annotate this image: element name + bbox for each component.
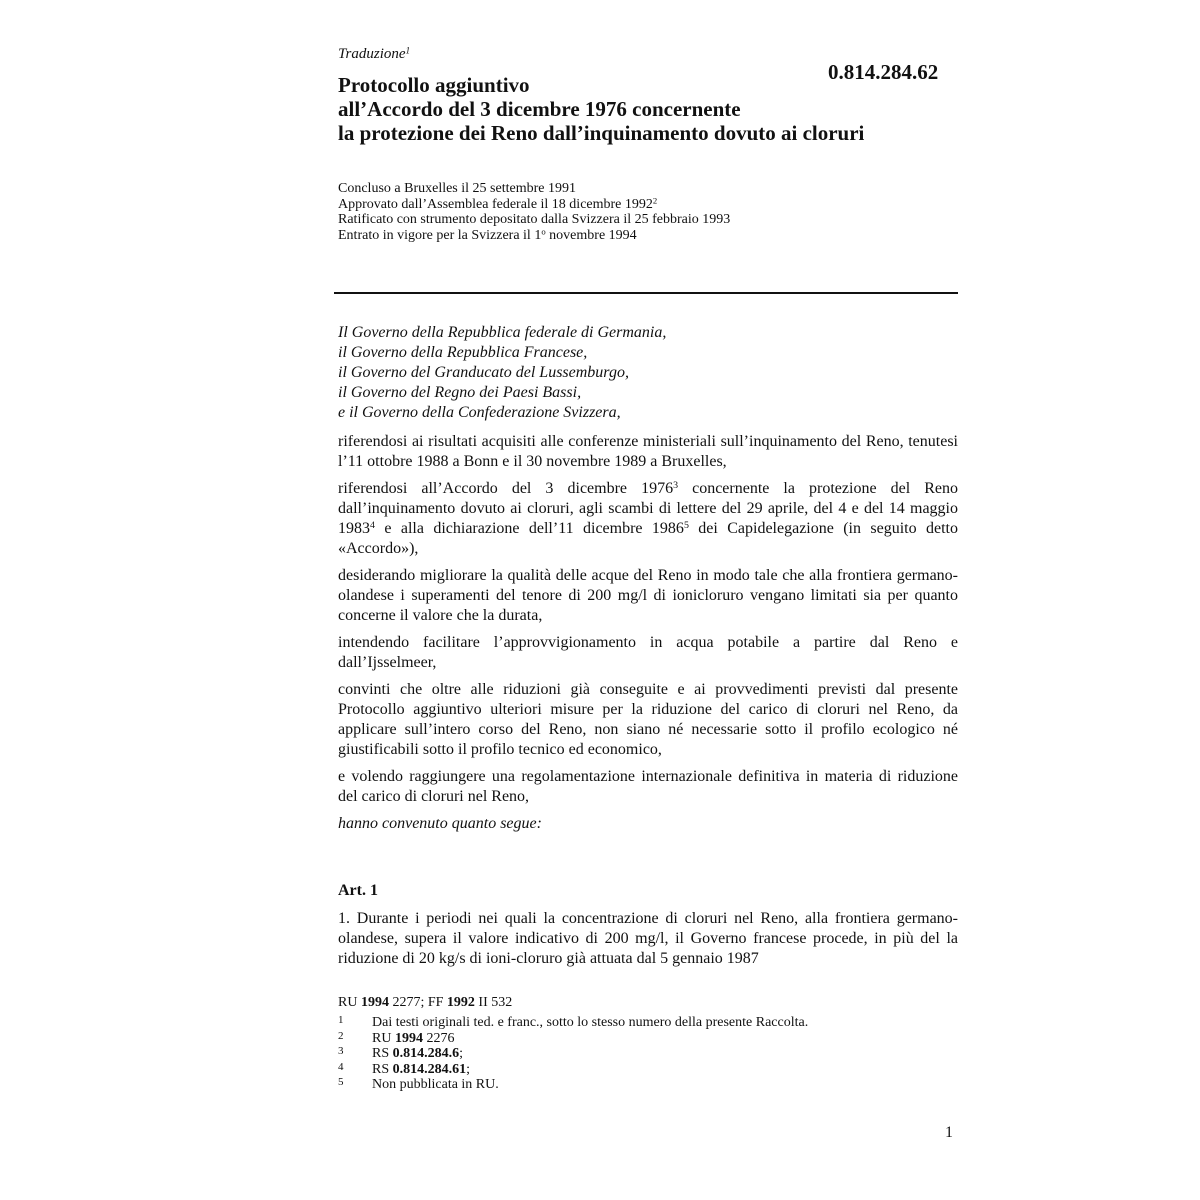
sr-number: 0.814.284.62 <box>828 60 939 84</box>
preamble-paragraph: e volendo raggiungere una regolamentazione internazionale definitiva in materia di riduzione del carico di cloruri nel Reno, <box>338 768 958 805</box>
concluded-line: Concluso a Bruxelles il 25 settembre 1991 <box>338 181 576 196</box>
footnote-ref-2: 2 <box>652 195 658 206</box>
footnote-ref-5: 5 <box>683 520 689 532</box>
footnote-item: 3 RS 0.814.284.6; <box>338 1045 464 1061</box>
preamble-paragraph: riferendosi ai risultati acquisiti alle conferenze ministeriali sull’inquinamento del Reno, tenutesi l’11 ottobre 1988 a Bonn e il 30 novembre 1989 a Bruxelles, <box>338 433 958 470</box>
title-line: all’Accordo del 3 dicembre 1976 concernente <box>338 97 741 121</box>
header-divider <box>334 292 958 294</box>
article-heading: Art. 1 <box>338 882 378 899</box>
approved-line: Approvato dall’Assemblea federale il 18 dicembre 1992$^2$ <box>338 195 658 212</box>
document-metadata <box>338 181 958 243</box>
governments-list <box>338 323 958 423</box>
footnote-item: 4 RS 0.814.284.61; <box>338 1060 471 1077</box>
government-item: il Governo del Granducato del Lussemburgo, <box>338 364 629 381</box>
publication-reference: RU 1994 2277; FF 1992 II 532 <box>338 995 513 1010</box>
government-item: Il Governo della Repubblica federale di Germania, <box>338 324 667 341</box>
translation-label: Traduzione$^1$ <box>338 46 411 62</box>
government-item: il Governo della Repubblica Francese, <box>338 344 588 361</box>
title-line: la protezione dei Reno dall’inquinamento dovuto ai cloruri <box>338 121 865 145</box>
footnote-ref-3: 3 <box>673 480 679 492</box>
article-text: 1. Durante i periodi nei quali la concentrazione di cloruri nel Reno, alla frontiera germano-olandese, supera il valore indicativo di 200 mg/l, il Governo francese procede, in più del la riduzione di 20 kg/s di ioni-cloruro già attuata dal 5 gennaio 1987 <box>338 910 958 967</box>
preamble-closing: hanno convenuto quanto segue: <box>338 815 542 832</box>
preamble-paragraph: intendendo facilitare l’approvvigionamento in acqua potabile a partire dal Reno e dall’Ijsselmeer, <box>338 634 958 671</box>
footnote-item: 2 RU 1994 2276 <box>338 1029 455 1046</box>
document-title <box>338 73 958 145</box>
preamble <box>338 323 958 841</box>
footnote-ref-1: 1 <box>405 46 411 57</box>
in-force-line: Entrato in vigore per la Svizzera il 1$^o$ novembre 1994 <box>338 226 637 243</box>
government-item: il Governo del Regno dei Paesi Bassi, <box>338 384 582 401</box>
footnote-item: 5 Non pubblicata in RU. <box>338 1076 499 1092</box>
government-item: e il Governo della Confederazione Svizzera, <box>338 404 621 421</box>
ratified-line: Ratificato con strumento depositato dalla Svizzera il 25 febbraio 1993 <box>338 212 731 227</box>
preamble-paragraph: desiderando migliorare la qualità delle acque del Reno in modo tale che alla frontiera germano-olandese i superamenti del tenore di 200 mg/l di ionicloruro vengano limitati sia per quanto concerne il valore che la durata, <box>338 567 958 624</box>
footnote-item: 1 Dai testi originali ted. e franc., sotto lo stesso numero della presente Raccolta. <box>338 1014 809 1030</box>
page-number: 1 <box>945 1124 953 1141</box>
preamble-paragraph: riferendosi all’Accordo del 3 dicembre 1976$^3$ concernente la protezione del Reno dall’inquinamento dovuto ai cloruri, agli scambi di lettere del 29 aprile, del 4 e del 14 maggio 1983$^4$ e alla dichiarazione dell’11 dicembre 1986$^5$ dei Capidelegazione (in seguito detto «Accordo»), <box>338 480 958 557</box>
preamble-paragraph: convinti che oltre alle riduzioni già conseguite e ai provvedimenti previsti dal presente Protocollo aggiuntivo ulteriori misure per la riduzione del carico di cloruri nel Reno, da applicare sull’intero corso del Reno, non siano né necessarie sotto il profilo ecologico né giustificabili sotto il profilo tecnico ed economico, <box>338 681 958 758</box>
footnote-ref-4: 4 <box>370 520 375 532</box>
title-line: Protocollo aggiuntivo <box>338 73 530 97</box>
footnotes <box>338 1015 958 1093</box>
